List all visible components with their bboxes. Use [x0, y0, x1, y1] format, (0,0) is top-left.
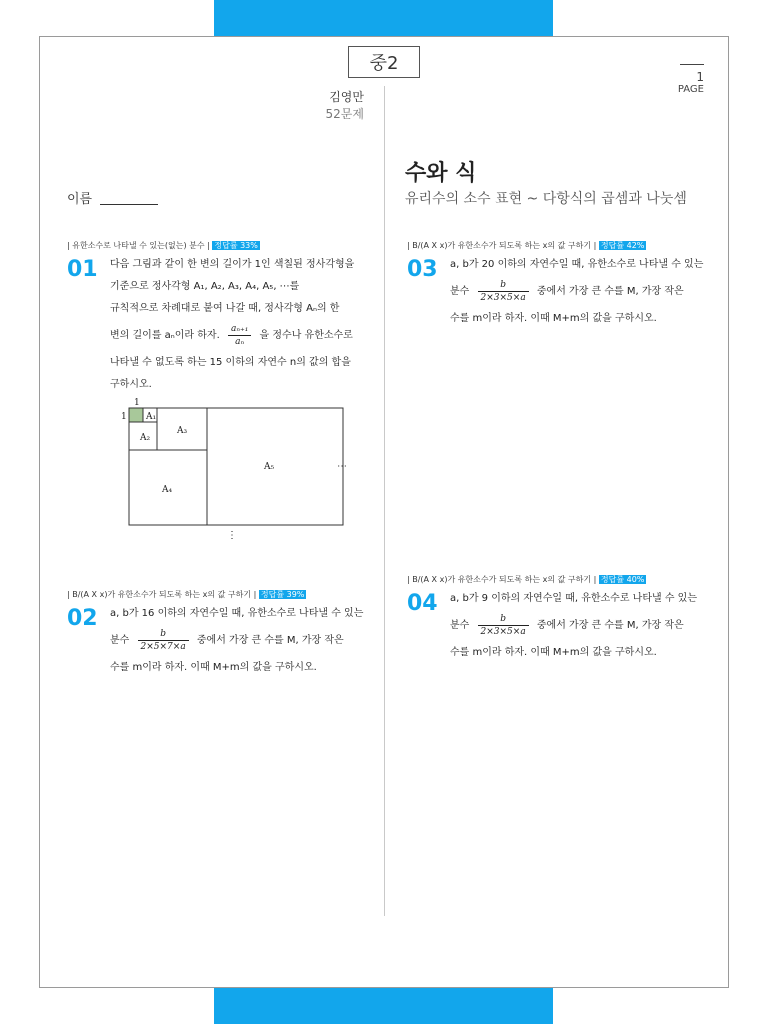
- problem-tag: [67, 589, 372, 601]
- problem-line: a, b가 9 이하의 자연수일 때, 유한소수로 나타낼 수 있는: [450, 593, 698, 604]
- fraction-denominator: 2×5×7×a: [140, 641, 186, 652]
- grade-badge: 중2: [348, 46, 420, 78]
- page-number-rule: [680, 64, 704, 65]
- fraction-numerator: aₙ₊₁: [228, 323, 251, 336]
- problem-text: [450, 254, 715, 330]
- problem-tag: [407, 574, 712, 586]
- accuracy-badge: 정답률 42%: [600, 241, 645, 250]
- label-a2: A₂: [140, 433, 151, 443]
- fraction-denominator: aₙ: [235, 336, 245, 347]
- problem-line: 다음 그림과 같이 한 변의 길이가 1인 색칠된 정사각형을: [110, 259, 355, 270]
- problem-count: 52문제: [325, 107, 364, 121]
- problem-line: a, b가 16 이하의 자연수일 때, 유한소수로 나타낼 수 있는: [110, 608, 364, 619]
- accuracy-badge: 정답률 39%: [260, 590, 305, 599]
- problem-line: 구하시오.: [110, 379, 152, 390]
- problem-line: [110, 625, 375, 657]
- text-segment: 중에서 가장 큰 수를 M, 가장 작은: [536, 286, 684, 297]
- problem-number: 02: [67, 606, 98, 631]
- problem-topic: | B/(A X x)가 유한소수가 되도록 하는 x의 값 구하기 |: [407, 575, 597, 584]
- fraction-denominator: 2×3×5×a: [480, 292, 526, 303]
- label-a3: A₃: [177, 426, 188, 436]
- problem-line: [450, 610, 715, 642]
- problem-line: a, b가 20 이하의 자연수일 때, 유한소수로 나타낼 수 있는: [450, 259, 704, 270]
- problem-line: 수를 m이라 하자. 이때 M+m의 값을 구하시오.: [450, 647, 657, 658]
- fraction: [138, 628, 189, 653]
- top-accent-bar: [214, 0, 553, 36]
- author-name: 김영만: [329, 90, 364, 104]
- accuracy-badge: 정답률 33%: [214, 241, 258, 250]
- page-subtitle: 유리수의 소수 표현 ~ 다항식의 곱셈과 나눗셈: [405, 191, 687, 207]
- fraction: [478, 613, 529, 638]
- problem-number: 04: [407, 591, 438, 616]
- name-label: 이름: [67, 192, 93, 207]
- problem-topic: | 유한소수로 나타낼 수 있는(없는) 분수 |: [67, 241, 210, 250]
- column-divider: [384, 86, 385, 916]
- text-segment: 중에서 가장 큰 수를 M, 가장 작은: [536, 620, 684, 631]
- problem-line: 수를 m이라 하자. 이때 M+m의 값을 구하시오.: [110, 662, 317, 673]
- fraction: [478, 279, 529, 304]
- text-segment: 분수: [110, 635, 130, 646]
- squares-figure: [118, 398, 358, 544]
- bottom-accent-bar: [214, 988, 553, 1024]
- text-segment: 분수: [450, 286, 470, 297]
- problem-line: [110, 320, 375, 352]
- text-segment: 분수: [450, 620, 470, 631]
- problem-line: 나타낼 수 없도록 하는 15 이하의 자연수 n의 값의 합을: [110, 357, 351, 368]
- problem-text: [110, 254, 375, 396]
- problem-line: 수를 m이라 하자. 이때 M+m의 값을 구하시오.: [450, 313, 657, 324]
- name-blank-line: [100, 204, 158, 205]
- problem-text: [450, 588, 715, 664]
- problem-number: 03: [407, 257, 438, 282]
- continuation-dots-down: ⋮: [227, 530, 237, 541]
- label-a1: A₁: [146, 412, 157, 422]
- problem-line: [450, 276, 715, 308]
- fraction-numerator: b: [478, 613, 529, 626]
- problem-text: [110, 603, 375, 679]
- square-a5-outline: [129, 408, 343, 525]
- side-length-left-label: 1: [121, 412, 127, 422]
- fraction-numerator: b: [138, 628, 189, 641]
- problem-tag: [407, 240, 712, 252]
- page-title: 수와 식: [405, 161, 477, 186]
- text-segment: 변의 길이를 aₙ이라 하자.: [110, 330, 220, 341]
- problem-tag: [67, 240, 372, 252]
- continuation-dots-right: ⋯: [337, 461, 347, 472]
- fraction-numerator: b: [478, 279, 529, 292]
- problem-number: 01: [67, 257, 98, 282]
- accuracy-badge: 정답률 40%: [600, 575, 645, 584]
- text-segment: 중에서 가장 큰 수를 M, 가장 작은: [196, 635, 344, 646]
- text-segment: 을 정수나 유한소수로: [259, 330, 353, 341]
- problem-line: 규칙적으로 차례대로 붙여 나갈 때, 정사각형 Aₙ의 한: [110, 303, 340, 314]
- side-length-top-label: 1: [134, 398, 140, 408]
- problem-01: [67, 240, 372, 390]
- problem-topic: | B/(A X x)가 유한소수가 되도록 하는 x의 값 구하기 |: [67, 590, 257, 599]
- fraction-denominator: 2×3×5×a: [480, 626, 526, 637]
- problem-topic: | B/(A X x)가 유한소수가 되도록 하는 x의 값 구하기 |: [407, 241, 597, 250]
- problem-line: 기준으로 정사각형 A₁, A₂, A₃, A₄, A₅, ⋯를: [110, 281, 300, 292]
- page-label: PAGE: [677, 84, 704, 95]
- label-a4: A₄: [162, 485, 173, 495]
- shaded-unit-square: [129, 408, 143, 422]
- page-number: 1: [696, 70, 704, 84]
- fraction: [228, 323, 251, 348]
- label-a5: A₅: [264, 462, 275, 472]
